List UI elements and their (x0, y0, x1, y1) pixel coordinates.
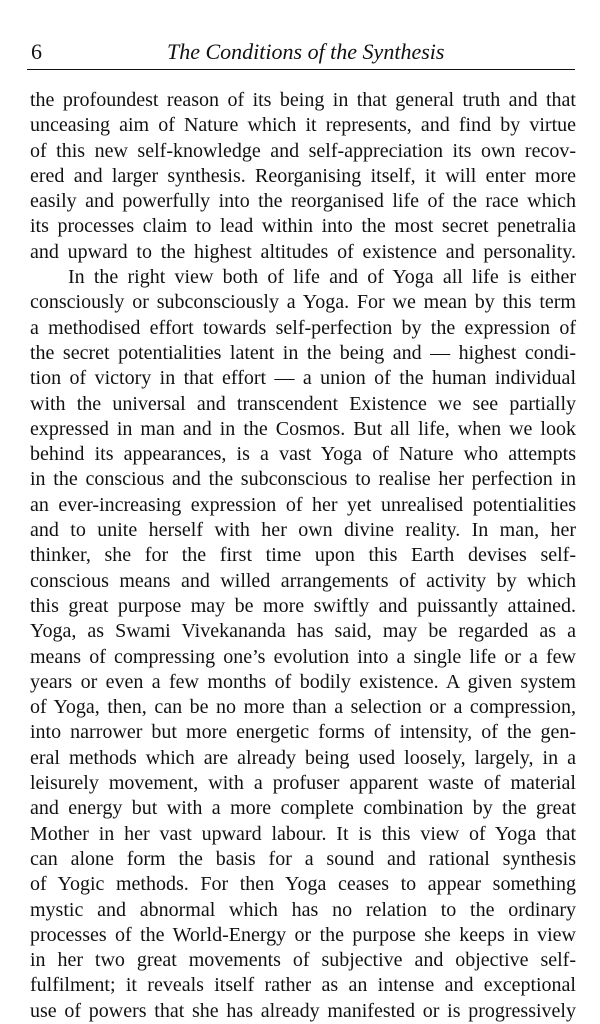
text-line: mystic and abnormal which has no relation to the ordinary (30, 898, 576, 921)
body-text (30, 88, 576, 1024)
running-title: The Conditions of the Synthesis (167, 39, 445, 64)
text-line: leisurely movement, with a profuser apparent waste of material (30, 772, 576, 795)
text-line: ered and larger synthesis. Reorganising itself, it will enter more (30, 164, 576, 187)
text-line: of Yogic methods. For then Yoga ceases to appear something (30, 873, 576, 896)
text-line: consciously or subconsciously a Yoga. For we mean by this term (30, 291, 576, 314)
paragraph-first-line: In the right view both of life and of Yoga all life is either (68, 266, 576, 289)
text-line: of Yoga, then, can be no more than a selection or a compression, (30, 696, 576, 719)
text-line: the secret potentialities latent in the being and — highest condi- (30, 341, 576, 364)
text-line: the profoundest reason of its being in that general truth and that (30, 89, 576, 111)
header-rule (27, 69, 575, 70)
text-line: Yoga, as Swami Vivekananda has said, may be regarded as a (30, 620, 576, 643)
text-line: and energy but with a more complete combination by the great (30, 797, 576, 820)
text-line: use of powers that she has already manifested or is progressively (30, 999, 576, 1022)
text-line: an ever-increasing expression of her yet unrealised potentialities (30, 493, 576, 516)
text-line: and upward to the highest altitudes of existence and personality. (30, 240, 576, 263)
text-line: eral methods which are already being used loosely, largely, in a (30, 746, 576, 769)
running-head (27, 38, 575, 68)
text-line: its processes claim to lead within into the most secret penetralia (30, 215, 576, 238)
text-line: of this new self-knowledge and self-appreciation its own recov- (30, 139, 576, 162)
text-line: tion of victory in that effort — a union of the human individual (30, 367, 576, 390)
text-line: this great purpose may be more swiftly and puissantly attained. (30, 594, 576, 617)
page-number: 6 (31, 39, 42, 64)
text-line: processes of the World-Energy or the purpose she keeps in view (30, 923, 576, 946)
text-line: and to unite herself with her own divine reality. In man, her (30, 519, 576, 542)
text-line: into narrower but more energetic forms of intensity, of the gen- (30, 721, 576, 744)
text-line: conscious means and willed arrangements of activity by which (30, 569, 576, 592)
text-line: behind its appearances, is a vast Yoga of Nature who attempts (30, 443, 576, 466)
text-line: Mother in her vast upward labour. It is this view of Yoga that (30, 822, 576, 845)
text-line: in her two great movements of subjective and objective self- (30, 949, 576, 972)
text-line: a methodised effort towards self-perfection by the expression of (30, 316, 576, 339)
text-line: easily and powerfully into the reorganised life of the race which (30, 190, 576, 213)
text-line: with the universal and transcendent Existence we see partially (30, 392, 576, 415)
text-line: thinker, she for the first time upon this Earth devises self- (30, 544, 576, 567)
text-line: can alone form the basis for a sound and rational synthesis (30, 847, 576, 870)
text-line: means of compressing one’s evolution into a single life or a few (30, 645, 576, 668)
text-line: in the conscious and the subconscious to realise her perfection in (30, 468, 576, 491)
text-line: expressed in man and in the Cosmos. But all life, when we look (30, 417, 576, 440)
text-line: fulfilment; it reveals itself rather as an intense and exceptional (30, 974, 576, 997)
text-line: unceasing aim of Nature which it represents, and find by virtue (30, 114, 576, 137)
text-line: years or even a few months of bodily existence. A given system (30, 670, 576, 693)
